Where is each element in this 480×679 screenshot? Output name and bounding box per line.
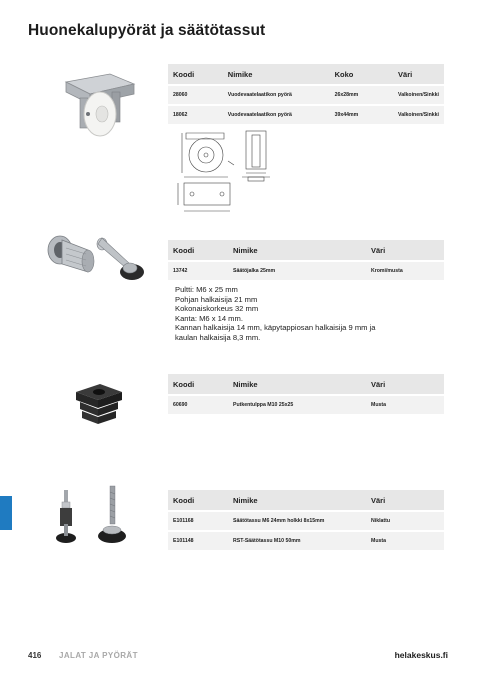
cell-name: Vuodevaatelaatikon pyörä — [223, 105, 330, 125]
cell-name: Vuodevaatelaatikon pyörä — [223, 85, 330, 105]
technical-drawing — [172, 127, 282, 217]
cell-name: Säätöjalka 25mm — [228, 261, 366, 281]
col-header-color: Väri — [366, 240, 444, 261]
cell-code: E101168 — [168, 511, 228, 531]
tube-plug-image — [70, 378, 128, 432]
section-tab — [0, 496, 12, 530]
spec-line: Pultti: M6 x 25 mm — [175, 285, 238, 294]
cell-color: Valkoinen/Sinkki — [393, 105, 444, 125]
col-header-size: Koko — [330, 64, 393, 85]
cell-name: Putkentulppa M10 25x25 — [228, 395, 366, 415]
cell-size: 26x28mm — [330, 85, 393, 105]
cell-code: 13742 — [168, 261, 228, 281]
caster-wheel-image — [60, 70, 140, 142]
col-header-name: Nimike — [228, 374, 366, 395]
spec-line: kaulan halkaisija 8,3 mm. — [175, 332, 261, 342]
cell-color: Niklattu — [366, 511, 444, 531]
col-header-name: Nimike — [223, 64, 330, 85]
table-row — [168, 85, 444, 105]
page-title: Huonekalupyörät ja säätötassut — [28, 22, 266, 39]
page-number: 416 — [28, 651, 42, 660]
col-header-code: Koodi — [168, 374, 228, 395]
leveling-foot-image — [44, 230, 150, 290]
cell-color: Musta — [366, 531, 444, 551]
cell-name: Säätötassu M6 24mm holkki 8x15mm — [228, 511, 366, 531]
cell-code: 60690 — [168, 395, 228, 415]
spec-line: Kannan halkaisija 14 mm, käpytappiosan halkaisija 9 mm ja — [175, 323, 376, 333]
cell-color: Kromi/musta — [366, 261, 444, 281]
table-row — [168, 105, 444, 125]
section-name: JALAT JA PYÖRÄT — [59, 651, 138, 660]
spec-list — [175, 285, 435, 343]
table-tube-plug — [168, 374, 444, 416]
col-header-color: Väri — [366, 490, 444, 511]
spec-line: Pohjan halkaisija 21 mm — [175, 294, 258, 304]
table-adjustable-feet — [168, 490, 444, 552]
site-url: helakeskus.fi — [394, 650, 448, 660]
table-row — [168, 395, 444, 415]
cell-code: 18062 — [168, 105, 223, 125]
cell-code: E101148 — [168, 531, 228, 551]
cell-color: Musta — [366, 395, 444, 415]
col-header-code: Koodi — [168, 64, 223, 85]
table-row — [168, 261, 444, 281]
cell-name: RST-Säätötassu M10 50mm — [228, 531, 366, 551]
table-row — [168, 511, 444, 531]
cell-color: Valkoinen/Sinkki — [393, 85, 444, 105]
table-row — [168, 531, 444, 551]
col-header-code: Koodi — [168, 490, 228, 511]
spec-line: Kanta: M6 x 14 mm. — [175, 313, 243, 323]
col-header-color: Väri — [366, 374, 444, 395]
col-header-name: Nimike — [228, 240, 366, 261]
col-header-name: Nimike — [228, 490, 366, 511]
col-header-color: Väri — [393, 64, 444, 85]
table-casters — [168, 64, 444, 126]
cell-size: 39x44mm — [330, 105, 393, 125]
cell-code: 28060 — [168, 85, 223, 105]
adjustable-feet-image — [50, 484, 130, 550]
col-header-code: Koodi — [168, 240, 228, 261]
spec-line: Kokonaiskorkeus 32 mm — [175, 304, 259, 314]
table-leveling-foot — [168, 240, 444, 282]
